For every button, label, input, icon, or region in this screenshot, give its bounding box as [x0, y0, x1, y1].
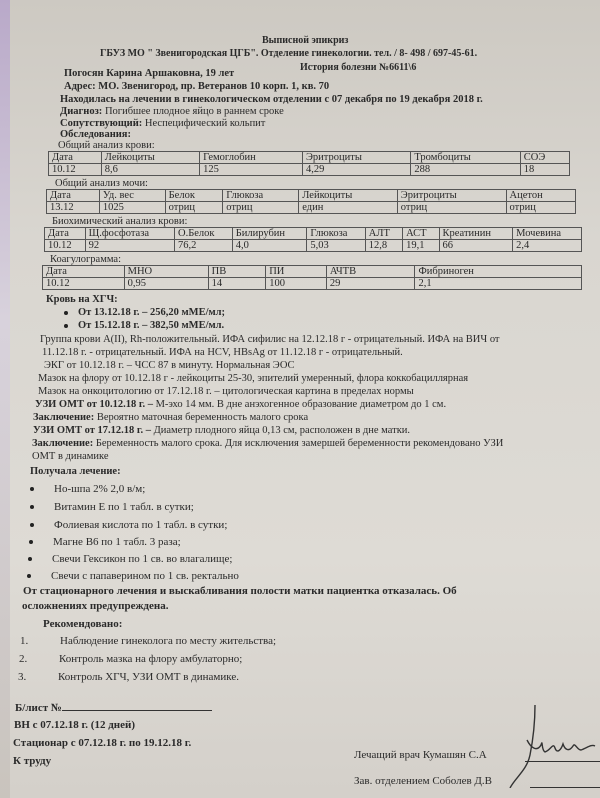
table-cell: 13.12	[47, 202, 100, 214]
table-cell: 29	[326, 278, 415, 290]
table-cell: ПИ	[266, 266, 327, 278]
work-status: К труду	[13, 755, 52, 767]
table-cell: АЛТ	[365, 228, 402, 240]
hcg-title: Кровь на ХГЧ:	[46, 294, 118, 305]
table-cell: 66	[439, 240, 513, 252]
vn-period: ВН с 07.12.18 г. (12 дней)	[14, 719, 135, 731]
bullet-icon	[30, 523, 34, 527]
table-cell: 19,1	[403, 240, 439, 252]
table-cell: Дата	[49, 152, 102, 164]
table-cell: 10.12	[49, 164, 102, 176]
table-cell: 12,8	[365, 240, 402, 252]
treatment-item: Но-шпа 2% 2,0 в/м;	[30, 482, 145, 496]
table-cell: СОЭ	[520, 152, 569, 164]
table-cell: отриц	[223, 202, 299, 214]
table-cell: 76,2	[175, 240, 233, 252]
department-head: Зав. отделением Соболев Д.В	[354, 775, 493, 787]
patient-name: Погосян Карина Аршаковна, 19 лет	[64, 68, 235, 79]
table-cell: 0,95	[124, 278, 208, 290]
ultrasound-1: УЗИ ОМТ от 10.12.18 г. – М-эхо 14 мм. В дне анэхогенное образование диаметром до 1 см.	[35, 399, 447, 410]
bullet-icon	[64, 324, 68, 328]
table-cell: 288	[411, 164, 520, 176]
table-cell: АСТ	[403, 228, 439, 240]
biochem-table	[44, 227, 582, 252]
table-cell: АЧТВ	[326, 266, 415, 278]
blood-table	[48, 151, 570, 176]
history-number: История болезни №6611\6	[300, 62, 417, 73]
findings-line: Группа крови А(II), Rh-положительный. ИФА сифилис на 12.12.18 г - отрицательный. ИФА на ВИЧ от	[40, 334, 500, 345]
treatment-item: Свечи Гексикон по 1 св. во влагалище;	[28, 552, 232, 566]
refusal-line: От стационарного лечения и выскабливания полости матки пациентка отказалась. Об	[23, 585, 457, 597]
table-cell: Мочевина	[513, 228, 582, 240]
table-cell: Белок	[165, 190, 223, 202]
table-cell: ПВ	[208, 266, 266, 278]
hospital-period: Стационар с 07.12.18 г. по 19.12.18 г.	[13, 737, 192, 749]
doc-title: Выписной эпикриз	[262, 35, 349, 46]
table-cell: 125	[200, 164, 303, 176]
bullet-icon	[28, 557, 32, 561]
recommend-item: 3. Контроль ХГЧ, УЗИ ОМТ в динамике.	[18, 671, 239, 683]
sick-list: Б/лист №	[15, 700, 212, 715]
bullet-icon	[30, 487, 34, 491]
table-cell: Щ.фосфотаза	[85, 228, 174, 240]
table-cell: Гемоглобин	[200, 152, 303, 164]
table-cell: отриц	[506, 202, 576, 214]
table-cell: Креатинин	[439, 228, 513, 240]
table-cell: Билирубин	[232, 228, 307, 240]
table-cell: Дата	[43, 266, 125, 278]
table-cell: Уд. вес	[99, 190, 165, 202]
table-cell: Глюкоза	[223, 190, 299, 202]
table-cell: 2,1	[415, 278, 582, 290]
table-cell: един	[299, 202, 398, 214]
bullet-icon	[29, 540, 33, 544]
table-cell: Лейкоциты	[299, 190, 398, 202]
findings-line: ЭКГ от 10.12.18 г. – ЧСС 87 в минуту. Нормальная ЭОС	[44, 360, 295, 371]
recommend-item: 1. Наблюдение гинеколога по месту жительства;	[20, 635, 277, 647]
patient-address: Адрес: МО. Звенигород, пр. Ветеранов 10 корп. 1, кв. 70	[64, 81, 330, 92]
table-cell: 92	[85, 240, 174, 252]
conclusion-2: Заключение: Беременность малого срока. Для исключения замершей беременности рекомендовано УЗИ	[32, 438, 504, 449]
table-cell: Лейкоциты	[101, 152, 199, 164]
stay-period: Находилась на лечении в гинекологическом отделении с 07 декабря по 19 декабря 2018 г.	[60, 94, 483, 105]
table-cell: Фибриноген	[415, 266, 582, 278]
table-cell: 100	[266, 278, 327, 290]
concomitant: Сопутствующий: Неспецифический кольпит	[60, 118, 266, 129]
table-cell: отриц	[397, 202, 506, 214]
table-cell: 2,4	[513, 240, 582, 252]
blood-title: Общий анализ крови:	[58, 140, 155, 151]
bullet-icon	[27, 574, 31, 578]
photo-edge	[0, 0, 10, 798]
hcg-item: От 15.12.18 г. – 382,50 мМЕ/мл.	[64, 319, 224, 332]
conclusion-1: Заключение: Вероятно маточная беременность малого срока	[33, 412, 309, 423]
table-cell: 8,6	[101, 164, 199, 176]
table-cell: Эритроциты	[302, 152, 410, 164]
table-cell: 10.12	[43, 278, 125, 290]
treatment-title: Получала лечение:	[30, 466, 121, 477]
table-cell: отриц	[165, 202, 223, 214]
recommend-title: Рекомендовано:	[43, 618, 123, 630]
biochem-title: Биохимический анализ крови:	[52, 216, 188, 227]
bullet-icon	[64, 311, 68, 315]
attending-doctor: Лечащий врач Кумашян С.А	[354, 749, 487, 761]
table-cell: Эритроциты	[397, 190, 506, 202]
signature-icon	[505, 700, 600, 788]
diagnosis: Диагноз: Погибшее плодное яйцо в раннем сроке	[60, 106, 284, 117]
conclusion-2-cont: ОМТ в динамике	[32, 451, 109, 462]
treatment-item: Витамин Е по 1 табл. в сутки;	[30, 500, 194, 514]
findings-line: Мазок на онкоцитологию от 17.12.18 г. – цитологическая картина в пределах нормы	[38, 386, 414, 397]
table-cell: Тромбоциты	[411, 152, 520, 164]
findings-line: 11.12.18 г. - отрицательный. ИФА на HCV, HBsAg от 11.12.18 г - отрицательный.	[42, 347, 403, 358]
table-cell: 14	[208, 278, 266, 290]
recommend-item: 2. Контроль мазка на флору амбулаторно;	[19, 653, 243, 665]
org-header: ГБУЗ МО " Звенигородская ЦГБ". Отделение гинекологии. тел. / 8- 498 / 697-45-61.	[100, 48, 478, 59]
bullet-icon	[30, 505, 34, 509]
table-cell: 10.12	[45, 240, 86, 252]
table-cell: О.Белок	[175, 228, 233, 240]
table-cell: 18	[520, 164, 569, 176]
urine-title: Общий анализ мочи:	[55, 178, 148, 189]
table-cell: 4,29	[302, 164, 410, 176]
hcg-item: От 13.12.18 г. – 256,20 мМЕ/мл;	[64, 306, 225, 319]
table-cell: Ацетон	[506, 190, 576, 202]
table-cell: 1025	[99, 202, 165, 214]
table-cell: 5,03	[307, 240, 365, 252]
table-cell: МНО	[124, 266, 208, 278]
table-cell: Дата	[45, 228, 86, 240]
treatment-item: Магне В6 по 1 табл. 3 раза;	[29, 535, 181, 549]
treatment-item: Свечи с папаверином по 1 св. ректально	[27, 569, 239, 583]
table-cell: Глюкоза	[307, 228, 365, 240]
urine-table	[46, 189, 576, 214]
ultrasound-2: УЗИ ОМТ от 17.12.18 г. – Диаметр плодного яйца 0,13 см, расположен в дне матки.	[33, 425, 411, 436]
coag-table	[42, 265, 582, 290]
refusal-line: осложнениях предупреждена.	[22, 600, 169, 612]
coag-title: Коагулограмма:	[50, 254, 121, 265]
treatment-item: Фолиевая кислота по 1 табл. в сутки;	[30, 518, 227, 532]
findings-line: Мазок на флору от 10.12.18 г - лейкоциты 25-30, эпителий умеренный, флора коккобациллярная	[38, 373, 469, 384]
exams-label: Обследования:	[60, 129, 131, 140]
table-cell: 4,0	[232, 240, 307, 252]
table-cell: Дата	[47, 190, 100, 202]
